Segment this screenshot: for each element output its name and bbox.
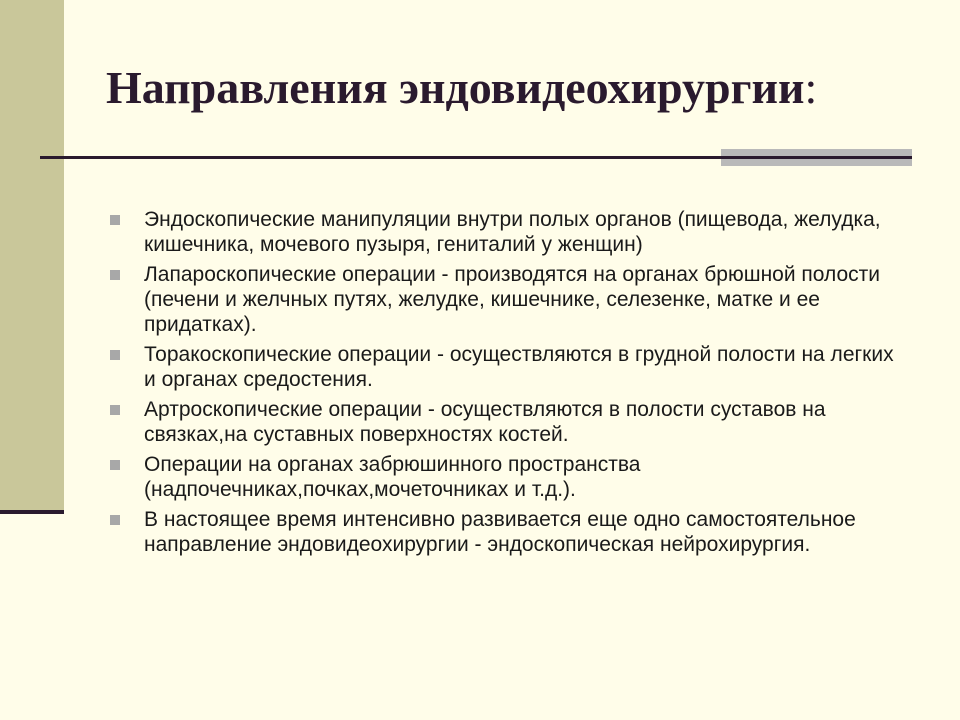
bullet-text: В настоящее время интенсивно развивается еще одно самостоятельное направление эндовидеохирургии - эндоскопическая нейрохирургия.	[144, 508, 856, 556]
bullet-list	[108, 207, 898, 562]
bullet-item	[108, 342, 898, 392]
square-bullet-icon	[110, 515, 120, 525]
bullet-item	[108, 262, 898, 337]
square-bullet-icon	[110, 215, 120, 225]
bullet-text: Артроскопические операции - осуществляются в полости суставов на связках,на суставных поверхностях костей.	[144, 398, 826, 446]
bullet-item	[108, 507, 898, 557]
slide-title-colon: :	[804, 62, 818, 113]
title-underline-accent-line	[721, 156, 912, 159]
left-decorative-band	[0, 0, 64, 512]
left-band-rule	[0, 510, 64, 514]
square-bullet-icon	[110, 460, 120, 470]
square-bullet-icon	[110, 350, 120, 360]
bullet-item	[108, 397, 898, 447]
slide-title	[106, 62, 817, 115]
bullet-text: Торакоскопические операции - осуществляются в грудной полости на легких и органах средостения.	[144, 343, 894, 391]
bullet-item	[108, 207, 898, 257]
square-bullet-icon	[110, 405, 120, 415]
bullet-text: Операции на органах забрюшинного пространства (надпочечниках,почках,мочеточниках и т.д.).	[144, 453, 641, 501]
bullet-text: Лапароскопические операции - производятся на органах брюшной полости (печени и желчных путях, желудке, кишечнике, селезенке, матке и ее придатках).	[144, 263, 881, 336]
square-bullet-icon	[110, 270, 120, 280]
bullet-text: Эндоскопические манипуляции внутри полых органов (пищевода, желудка, кишечника, мочевого пузыря, гениталий у женщин)	[144, 208, 881, 256]
slide-title-text: Направления эндовидеохирургии	[106, 62, 805, 113]
bullet-item	[108, 452, 898, 502]
